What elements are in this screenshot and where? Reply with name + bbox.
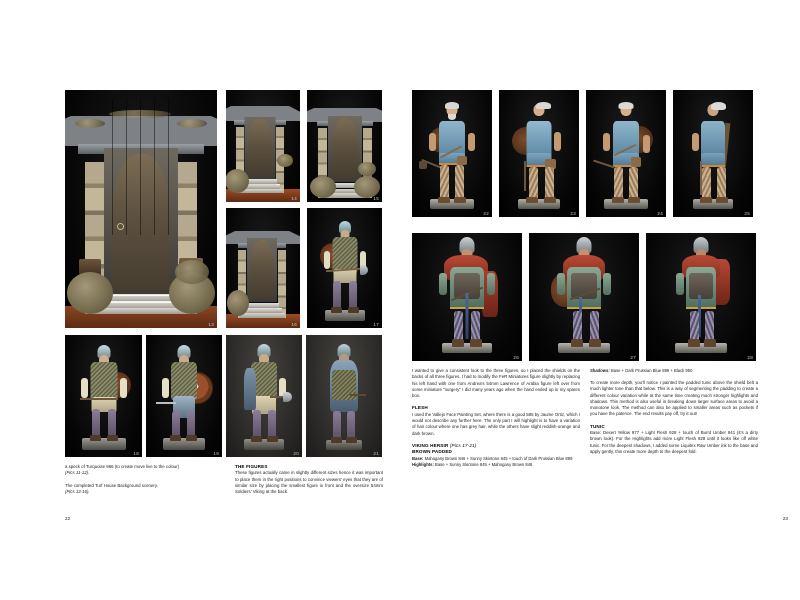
base-text: Mahogany Brown 846 + Sunny Skintone 845 + touch of Dark Prussian Blue 899: [424, 455, 573, 461]
photo-number: 24: [657, 211, 663, 216]
photo-24-scene: [586, 90, 666, 217]
right-page-column-right: [590, 368, 758, 455]
photo-number: 22: [483, 211, 489, 216]
photo-27: [529, 233, 639, 361]
photo-26: [412, 233, 522, 361]
photo-18: [65, 335, 142, 457]
photo-28-scene: [646, 233, 756, 361]
photo-23: [499, 90, 579, 217]
photo-number: 23: [570, 211, 576, 216]
photo-number: 16: [291, 322, 297, 327]
tunic-paragraph: Base: Desert Yellow 977 + Light Flesh 928 + touch of Burnt Umber 941 (it's a dirty brown look). For the Highlights add more Light Flesh 928 until it looks like off white tunic. For the deepest shadows, I added some Liquitex Raw Umber ink to the base and apply gently, this create more depth to the deepest fold.: [590, 430, 758, 455]
photo-20: [226, 335, 302, 457]
brown-padded-heading: BROWN PADDED: [412, 449, 452, 455]
photo-22: [412, 90, 492, 217]
photo-number: 13: [208, 322, 214, 327]
photo-25: [673, 90, 753, 217]
photo-24: [586, 90, 666, 217]
photo-number: 25: [744, 211, 750, 216]
highlights-text: Base + Sunny Skintone 845 + Mahogany Brown 846: [435, 461, 533, 467]
photo-15-scene: [307, 90, 382, 202]
photo-21-scene: [306, 335, 382, 457]
photo-19: [146, 335, 222, 457]
photo-number: 17: [373, 322, 379, 327]
photo-14: [226, 90, 300, 202]
the-figures-heading: THE FIGURES: [235, 464, 268, 469]
photo-21: [306, 335, 382, 457]
photo-14-scene: [226, 90, 300, 202]
photo-20-scene: [226, 335, 302, 457]
viking-hersir-heading-text: VIKING HERSIR: [412, 443, 449, 449]
photo-17: [307, 208, 382, 328]
flesh-paragraph: I used the Vallejo Face Painting Set, where there is a good 585 by Jaume Ortiz, which I would not describe any further here. The only part I will highlight is to have a variation of hair colour where one has grey hair, while the others have slight reddish-orange and dark brown.: [412, 411, 580, 436]
right-page-number: 23: [782, 516, 788, 521]
photo-number: 19: [213, 451, 219, 456]
depth-paragraph: To create more depth, you'll notice I painted the padded tunic above the shield belt a much lighter tone than that below. This is a way of segmenting the padding to create a different colour variation while at the same time creating much stronger highlights and shadows. This method is also useful in breaking down larger surface areas to avoid a monotone look. The method can also be applied to smaller areas such as pockets if you have the patence. The end results pay off, try it out!: [590, 380, 758, 417]
photo-number: 27: [630, 355, 636, 360]
brown-padded-highlights: [412, 462, 580, 468]
photo-23-scene: [499, 90, 579, 217]
shadows-text: Base + Dark Prussian Blue 899 + Black 950: [610, 368, 693, 373]
photo-18-scene: [65, 335, 142, 457]
tunic-heading: TUNIC: [590, 423, 605, 429]
photo-27-scene: [529, 233, 639, 361]
shadows-label: Shadows:: [590, 368, 610, 373]
photo-15: [307, 90, 382, 202]
base-label: Base:: [412, 455, 424, 461]
left-page-column-left: [65, 464, 223, 495]
photo-25-scene: [673, 90, 753, 217]
photo-number: 14: [291, 196, 297, 201]
photo-17-scene: [307, 208, 382, 328]
photo-26-scene: [412, 233, 522, 361]
viking-hersir-heading-ref: (Pics 17-21): [449, 443, 477, 449]
photo-13-scene: [65, 90, 217, 328]
photo-number: 20: [293, 451, 299, 456]
turf-house-paragraph-ref: (Pics 13-16).: [65, 488, 90, 494]
photo-13: [65, 90, 217, 328]
photo-16: [226, 208, 300, 328]
right-page: [400, 0, 800, 600]
photo-number: 21: [373, 451, 379, 456]
left-page-column-right: [235, 464, 383, 496]
left-page-number: 22: [65, 516, 71, 521]
flesh-heading: FLESH: [412, 405, 428, 411]
photo-22-scene: [412, 90, 492, 217]
right-page-column-left: [412, 368, 580, 468]
highlights-label: Highlights:: [412, 461, 434, 467]
photo-16-scene: [226, 208, 300, 328]
photo-number: 26: [513, 355, 519, 360]
turquoise-paragraph: a speck of Turquoise 966 (to create move live to the colour): [65, 464, 180, 469]
photo-number: 18: [133, 451, 139, 456]
photo-number: 28: [747, 355, 753, 360]
photo-number: 15: [373, 196, 379, 201]
turquoise-paragraph-ref: (Pics 11-12).: [65, 470, 90, 476]
the-figures-paragraph: These figures actually came in slightly different sizes hence it was important to place them in the right positions to convince viewers' eyes that they are of similar size by placing the smallest figure in front and the oversize 54mm Soldiers' Viking at the back.: [235, 470, 383, 495]
turf-house-paragraph: The completed Turf House Background scenery.: [65, 482, 158, 488]
photo-19-scene: [146, 335, 222, 457]
intro-paragraph: I wanted to give a consistent look to the three figures, so I placed the shields on the backs of all three figures. I had to modify the FeR Miniatures figure slightly by replacing his left hand with one from Andrea's 54mm Lawrence of Arabia figure left over from some miniature "surgery" I did many years ago when the hand ended up in my spares box.: [412, 368, 580, 399]
photo-28: [646, 233, 756, 361]
